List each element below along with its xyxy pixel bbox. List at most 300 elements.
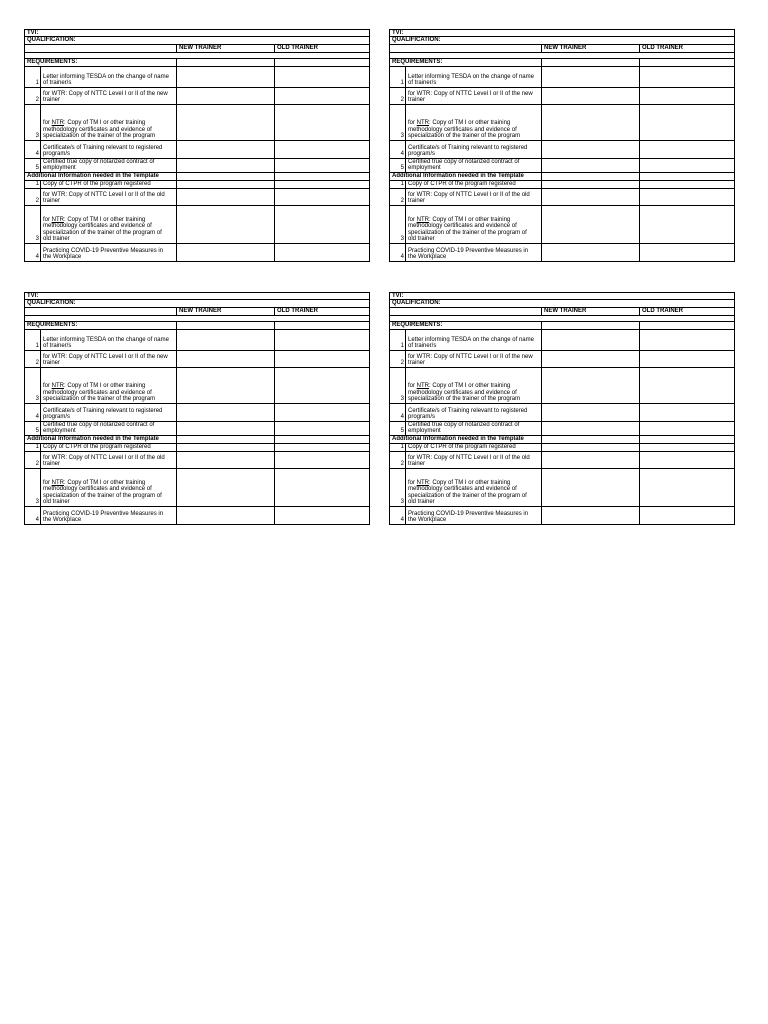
requirement-text (43, 145, 175, 158)
requirement-number: 3 (400, 133, 404, 139)
tvi-label: TVI: (392, 293, 404, 299)
requirement-text (408, 74, 540, 87)
requirement-text-body: Certificate/s of Training relevant to registered program/s (408, 144, 528, 158)
additional-item-text-body: Practicing COVID-19 Preventive Measures in the Workplace (408, 510, 529, 524)
requirement-text-body: Certified true copy of notarized contract of employment (43, 421, 155, 435)
requirement-text (43, 383, 175, 403)
additional-old-blank (639, 172, 735, 180)
requirements-header (24, 58, 176, 66)
requirement-old-trainer-checkbox (639, 367, 735, 403)
form-bottom-border (24, 261, 370, 262)
additional-item-number: 4 (400, 517, 404, 523)
additional-header (24, 435, 176, 443)
requirement-old-trainer-checkbox (639, 104, 735, 140)
requirements-header (389, 58, 541, 66)
additional-item-old-trainer-checkbox (274, 451, 370, 468)
requirement-text-cell (405, 104, 541, 140)
additional-item-row (389, 468, 735, 506)
requirement-text-cell (405, 367, 541, 403)
requirements-label: REQUIREMENTS: (27, 322, 78, 328)
additional-item-text-underlined: NTR (416, 479, 430, 486)
additional-header (24, 172, 176, 180)
requirement-new-trainer-checkbox (541, 140, 639, 158)
requirement-number: 2 (400, 360, 404, 366)
requirement-number: 3 (400, 396, 404, 402)
additional-item-number-cell (389, 506, 405, 524)
requirement-text-prefix: for (43, 120, 52, 127)
new-trainer-header (176, 307, 274, 315)
new-trainer-label: NEW TRAINER (179, 308, 222, 314)
requirement-row (24, 66, 370, 87)
requirement-number: 1 (35, 343, 39, 349)
qualification-cell (389, 299, 735, 307)
requirement-text-cell (40, 140, 176, 158)
requirement-row (24, 158, 370, 172)
additional-item-number-cell (24, 451, 40, 468)
additional-item-row (24, 468, 370, 506)
additional-item-number-cell (24, 443, 40, 451)
requirement-new-trainer-checkbox (541, 104, 639, 140)
additional-item-row (24, 451, 370, 468)
additional-item-number: 3 (35, 499, 39, 505)
requirement-row (24, 329, 370, 350)
requirement-text-cell (405, 329, 541, 350)
trainer-header-row (24, 44, 370, 52)
additional-item-text-underlined: NTR (51, 216, 65, 223)
requirement-text-underlined: NTR (416, 120, 430, 127)
additional-new-blank (541, 172, 639, 180)
additional-item-new-trainer-checkbox (541, 451, 639, 468)
requirement-number-cell (24, 350, 40, 367)
additional-item-text-underlined: NTR (51, 479, 65, 486)
req-old-blank (639, 58, 735, 66)
bottom-line (24, 261, 370, 262)
additional-item-number-cell (24, 506, 40, 524)
additional-item-text-prefix: for (43, 479, 52, 486)
qualification-row (389, 299, 735, 307)
additional-item-row (389, 443, 735, 451)
qualification-label: QUALIFICATION: (27, 300, 76, 306)
additional-new-blank (541, 435, 639, 443)
requirement-number: 4 (35, 414, 39, 420)
form-bottom-border (24, 524, 370, 525)
requirement-row (389, 66, 735, 87)
requirement-text-body: Certified true copy of notarized contract of employment (408, 421, 520, 435)
requirement-text-cell (40, 66, 176, 87)
additional-item-text (408, 455, 540, 468)
requirement-number: 4 (35, 151, 39, 157)
additional-item-old-trainer-checkbox (639, 468, 735, 506)
additional-item-new-trainer-checkbox (541, 243, 639, 261)
req-old-blank (274, 321, 370, 329)
additional-item-number-cell (24, 243, 40, 261)
additional-item-number-cell (24, 180, 40, 188)
additional-item-number-cell (389, 205, 405, 243)
requirement-row (389, 367, 735, 403)
requirement-new-trainer-checkbox (541, 350, 639, 367)
requirement-number-cell (24, 403, 40, 421)
additional-item-text-body: Practicing COVID-19 Preventive Measures in the Workplace (43, 510, 164, 524)
requirement-text-body: : Copy of TM I or other training methodology certificates and evidence of specialization of the trainer of the program (43, 383, 156, 403)
requirement-new-trainer-checkbox (541, 367, 639, 403)
additional-item-old-trainer-checkbox (274, 180, 370, 188)
requirement-number: 2 (400, 97, 404, 103)
requirement-text-body: : Copy of TM I or other training methodology certificates and evidence of specialization of the trainer of the program (43, 120, 156, 140)
requirement-number-cell (24, 329, 40, 350)
req-new-blank (541, 58, 639, 66)
requirement-new-trainer-checkbox (176, 87, 274, 104)
requirement-old-trainer-checkbox (274, 403, 370, 421)
requirement-new-trainer-checkbox (541, 421, 639, 435)
additional-item-number-cell (389, 188, 405, 205)
additional-item-text-underlined: NTR (416, 216, 430, 223)
additional-label: Additional Information needed in the Template (27, 436, 159, 442)
additional-item-text (43, 217, 175, 243)
additional-item-text-cell (40, 468, 176, 506)
additional-item-new-trainer-checkbox (176, 468, 274, 506)
additional-item-old-trainer-checkbox (639, 506, 735, 524)
additional-item-old-trainer-checkbox (639, 188, 735, 205)
additional-item-text-prefix: for (408, 479, 417, 486)
requirement-text-cell (40, 104, 176, 140)
additional-item-text (408, 248, 540, 261)
header-spacer (24, 307, 176, 315)
requirement-number: 1 (400, 343, 404, 349)
requirement-text (43, 159, 175, 172)
additional-item-row (24, 180, 370, 188)
additional-item-text-cell (40, 243, 176, 261)
requirements-header-row (24, 321, 370, 329)
additional-item-new-trainer-checkbox (176, 188, 274, 205)
requirements-header (389, 321, 541, 329)
additional-item-text-cell (405, 188, 541, 205)
additional-item-text-cell (405, 205, 541, 243)
additional-item-number-cell (389, 443, 405, 451)
requirement-old-trainer-checkbox (639, 421, 735, 435)
old-trainer-header (639, 307, 735, 315)
additional-item-new-trainer-checkbox (176, 443, 274, 451)
tvi-cell (389, 292, 735, 299)
additional-item-old-trainer-checkbox (639, 243, 735, 261)
additional-item-text-cell (405, 468, 541, 506)
additional-item-row (24, 205, 370, 243)
requirement-text-underlined: NTR (416, 383, 430, 390)
requirement-new-trainer-checkbox (176, 66, 274, 87)
requirement-text-cell (405, 421, 541, 435)
requirement-row (24, 367, 370, 403)
requirement-row (389, 140, 735, 158)
requirement-old-trainer-checkbox (639, 158, 735, 172)
req-new-blank (541, 321, 639, 329)
requirement-number-cell (389, 329, 405, 350)
requirement-text-body: Letter informing TESDA on the change of name of trainer/s (43, 336, 169, 350)
additional-item-new-trainer-checkbox (541, 188, 639, 205)
tvi-row (24, 29, 370, 36)
bottom-line (389, 524, 735, 525)
additional-item-old-trainer-checkbox (274, 468, 370, 506)
req-old-blank (639, 321, 735, 329)
requirements-label: REQUIREMENTS: (27, 59, 78, 65)
additional-item-text-prefix: for (43, 216, 52, 223)
qualification-cell (24, 299, 370, 307)
additional-item-new-trainer-checkbox (541, 205, 639, 243)
requirement-row (24, 140, 370, 158)
requirement-new-trainer-checkbox (176, 367, 274, 403)
additional-item-text (408, 444, 540, 451)
additional-item-old-trainer-checkbox (639, 180, 735, 188)
additional-item-text-body: : Copy of TM I or other training methodology certificates and evidence of specialization of the trainer of the program of old trainer (43, 216, 162, 243)
requirement-row (389, 329, 735, 350)
requirement-number: 4 (400, 414, 404, 420)
requirement-text-cell (40, 367, 176, 403)
requirement-number: 1 (400, 80, 404, 86)
requirement-row (24, 403, 370, 421)
additional-item-text-body: for WTR: Copy of NTTC Level I or II of the old trainer (43, 191, 165, 205)
additional-header (389, 172, 541, 180)
additional-item-number-cell (24, 468, 40, 506)
additional-item-text-body: for WTR: Copy of NTTC Level I or II of the old trainer (43, 454, 165, 468)
additional-item-row (389, 205, 735, 243)
old-trainer-label: OLD TRAINER (277, 308, 318, 314)
requirement-text-prefix: for (408, 383, 417, 390)
tvi-cell (389, 29, 735, 36)
requirement-text-body: : Copy of TM I or other training methodology certificates and evidence of specialization of the trainer of the program (408, 383, 521, 403)
requirement-number-cell (389, 421, 405, 435)
qualification-row (24, 36, 370, 44)
additional-item-text-body: Practicing COVID-19 Preventive Measures in the Workplace (408, 247, 529, 261)
additional-item-new-trainer-checkbox (176, 243, 274, 261)
requirement-number-cell (389, 350, 405, 367)
additional-item-new-trainer-checkbox (541, 468, 639, 506)
requirement-number-cell (24, 421, 40, 435)
old-trainer-label: OLD TRAINER (277, 45, 318, 51)
requirement-number-cell (389, 367, 405, 403)
requirement-new-trainer-checkbox (176, 140, 274, 158)
additional-item-text-cell (40, 188, 176, 205)
requirement-new-trainer-checkbox (176, 421, 274, 435)
requirement-row (389, 403, 735, 421)
requirement-text-body: Certificate/s of Training relevant to registered program/s (408, 407, 528, 421)
requirement-text (43, 354, 175, 367)
requirement-row (389, 350, 735, 367)
requirement-old-trainer-checkbox (274, 158, 370, 172)
requirement-text (408, 91, 540, 104)
requirement-text-cell (405, 350, 541, 367)
qualification-label: QUALIFICATION: (392, 300, 441, 306)
requirement-text-body: Letter informing TESDA on the change of name of trainer/s (408, 73, 534, 87)
additional-item-number: 1 (35, 181, 39, 187)
requirement-number: 2 (35, 360, 39, 366)
requirements-header (24, 321, 176, 329)
requirement-old-trainer-checkbox (274, 104, 370, 140)
additional-item-row (24, 243, 370, 261)
requirement-text-cell (40, 350, 176, 367)
requirement-text-cell (405, 158, 541, 172)
additional-header-row (389, 172, 735, 180)
tvi-cell (24, 29, 370, 36)
new-trainer-header (176, 44, 274, 52)
requirement-text-cell (40, 403, 176, 421)
additional-item-number-cell (389, 451, 405, 468)
requirement-text (43, 408, 175, 421)
additional-old-blank (274, 435, 370, 443)
additional-item-old-trainer-checkbox (639, 205, 735, 243)
additional-item-number: 4 (400, 254, 404, 260)
additional-item-row (389, 506, 735, 524)
additional-item-row (24, 506, 370, 524)
additional-header-row (389, 435, 735, 443)
additional-item-text (408, 192, 540, 205)
requirement-text-cell (405, 66, 541, 87)
additional-item-text (408, 217, 540, 243)
requirement-number-cell (24, 66, 40, 87)
requirement-text (43, 91, 175, 104)
additional-label: Additional Information needed in the Template (392, 173, 524, 179)
additional-item-old-trainer-checkbox (274, 188, 370, 205)
requirement-text-body: : Copy of TM I or other training methodology certificates and evidence of specialization of the trainer of the program (408, 120, 521, 140)
additional-item-row (389, 180, 735, 188)
old-trainer-label: OLD TRAINER (642, 45, 683, 51)
old-trainer-header (274, 44, 370, 52)
additional-item-text-cell (405, 506, 541, 524)
additional-item-text (43, 455, 175, 468)
requirement-new-trainer-checkbox (541, 87, 639, 104)
additional-item-text-body: Practicing COVID-19 Preventive Measures in the Workplace (43, 247, 164, 261)
additional-item-number: 1 (35, 444, 39, 450)
requirement-row (389, 87, 735, 104)
additional-item-number-cell (389, 468, 405, 506)
additional-item-text (43, 480, 175, 506)
additional-item-text-cell (40, 205, 176, 243)
requirement-text-cell (40, 158, 176, 172)
requirement-text-cell (405, 140, 541, 158)
requirement-text (408, 408, 540, 421)
requirement-number: 4 (400, 151, 404, 157)
additional-item-text-body: for WTR: Copy of NTTC Level I or II of the old trainer (408, 454, 530, 468)
additional-item-text-body: Copy of CTPR of the program registered (408, 444, 516, 451)
tvi-label: TVI: (27, 30, 39, 36)
requirement-row (389, 421, 735, 435)
additional-item-text-cell (405, 443, 541, 451)
additional-item-old-trainer-checkbox (639, 443, 735, 451)
requirement-text (43, 74, 175, 87)
additional-item-text (408, 181, 540, 188)
requirement-old-trainer-checkbox (639, 66, 735, 87)
old-trainer-header (639, 44, 735, 52)
additional-item-text-prefix: for (408, 216, 417, 223)
requirement-text (408, 159, 540, 172)
requirement-old-trainer-checkbox (639, 403, 735, 421)
additional-item-row (389, 243, 735, 261)
new-trainer-label: NEW TRAINER (544, 308, 587, 314)
additional-item-text-cell (40, 451, 176, 468)
additional-item-text (43, 192, 175, 205)
requirement-text-underlined: NTR (51, 120, 65, 127)
requirement-text-cell (405, 87, 541, 104)
requirement-number: 5 (35, 165, 39, 171)
requirement-text (408, 383, 540, 403)
additional-old-blank (639, 435, 735, 443)
additional-item-new-trainer-checkbox (176, 451, 274, 468)
additional-item-text-body: for WTR: Copy of NTTC Level I or II of the old trainer (408, 191, 530, 205)
requirement-new-trainer-checkbox (176, 158, 274, 172)
tvi-row (24, 292, 370, 299)
additional-item-number: 3 (400, 499, 404, 505)
additional-item-text-body: Copy of CTPR of the program registered (43, 444, 151, 451)
additional-item-old-trainer-checkbox (274, 205, 370, 243)
requirement-text-body: for WTR: Copy of NTTC Level I or II of the new trainer (408, 90, 533, 104)
requirement-number-cell (389, 87, 405, 104)
additional-item-row (389, 451, 735, 468)
qualification-label: QUALIFICATION: (392, 37, 441, 43)
additional-item-new-trainer-checkbox (541, 506, 639, 524)
additional-item-new-trainer-checkbox (541, 180, 639, 188)
requirement-text-cell (40, 329, 176, 350)
qualification-cell (389, 36, 735, 44)
requirement-text-body: Certified true copy of notarized contract of employment (43, 158, 155, 172)
requirement-number-cell (24, 87, 40, 104)
tvi-label: TVI: (392, 30, 404, 36)
additional-header-row (24, 172, 370, 180)
additional-item-number: 1 (400, 444, 404, 450)
additional-item-text-cell (405, 243, 541, 261)
additional-item-number-cell (389, 180, 405, 188)
additional-item-new-trainer-checkbox (176, 506, 274, 524)
additional-item-old-trainer-checkbox (274, 243, 370, 261)
requirement-text-body: for WTR: Copy of NTTC Level I or II of the new trainer (43, 353, 168, 367)
requirement-number: 1 (35, 80, 39, 86)
requirement-text-body: for WTR: Copy of NTTC Level I or II of the new trainer (408, 353, 533, 367)
requirement-old-trainer-checkbox (274, 329, 370, 350)
qualification-row (24, 299, 370, 307)
requirement-number: 5 (400, 165, 404, 171)
requirement-text (408, 120, 540, 140)
additional-item-text (408, 511, 540, 524)
qualification-label: QUALIFICATION: (27, 37, 76, 43)
requirement-old-trainer-checkbox (639, 87, 735, 104)
req-old-blank (274, 58, 370, 66)
additional-label: Additional Information needed in the Template (27, 173, 159, 179)
requirement-old-trainer-checkbox (274, 350, 370, 367)
additional-item-text (43, 444, 175, 451)
req-new-blank (176, 321, 274, 329)
requirement-text-body: Certificate/s of Training relevant to registered program/s (43, 144, 163, 158)
requirement-old-trainer-checkbox (274, 367, 370, 403)
requirement-new-trainer-checkbox (541, 158, 639, 172)
additional-item-new-trainer-checkbox (541, 443, 639, 451)
tvi-row (389, 29, 735, 36)
requirements-label: REQUIREMENTS: (392, 59, 443, 65)
additional-item-text-cell (40, 506, 176, 524)
additional-item-row (24, 188, 370, 205)
old-trainer-label: OLD TRAINER (642, 308, 683, 314)
additional-item-text (43, 181, 175, 188)
requirement-text-cell (40, 87, 176, 104)
additional-item-number: 2 (400, 461, 404, 467)
requirements-header-row (389, 321, 735, 329)
additional-item-text-body: : Copy of TM I or other training methodology certificates and evidence of specialization of the trainer of the program of old trainer (43, 479, 162, 506)
header-spacer (24, 44, 176, 52)
form-bottom-border (389, 524, 735, 525)
requirement-text (408, 145, 540, 158)
requirement-text (408, 422, 540, 435)
additional-item-number: 1 (400, 181, 404, 187)
additional-item-number: 3 (35, 236, 39, 242)
additional-item-text-body: Copy of CTPR of the program registered (408, 181, 516, 188)
additional-item-number: 2 (35, 198, 39, 204)
requirement-old-trainer-checkbox (639, 329, 735, 350)
requirement-text-cell (405, 403, 541, 421)
